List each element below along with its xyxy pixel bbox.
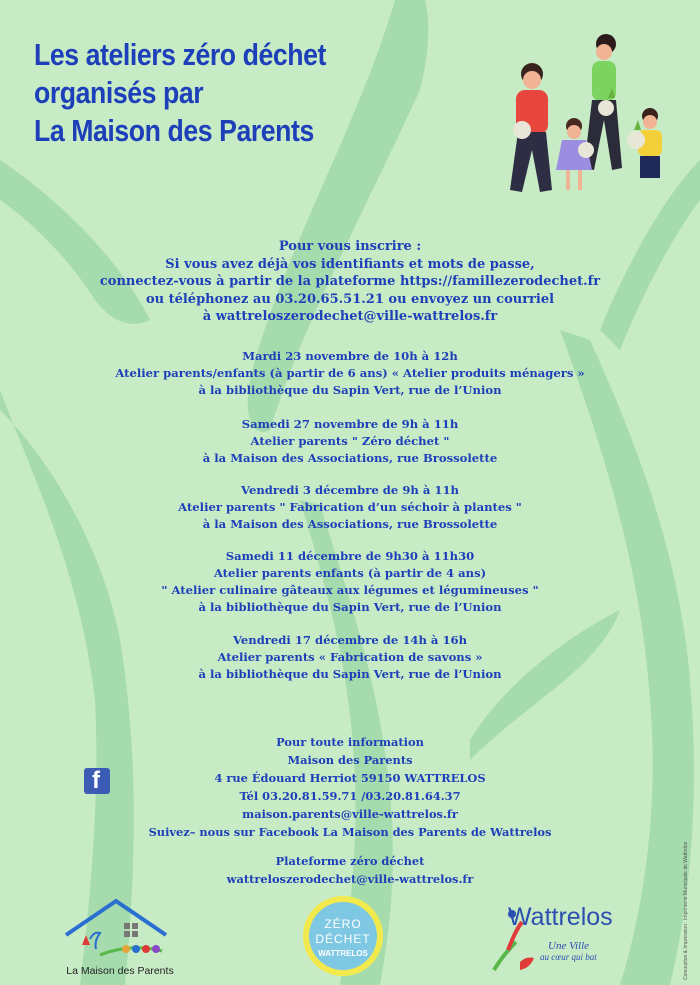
wattrelos-tagline-2: au cœur qui bat <box>540 952 597 962</box>
event-item <box>0 416 700 467</box>
wattrelos-logo <box>486 900 636 980</box>
registration-line: à wattreloszerodechet@ville-wattrelos.fr <box>202 309 498 324</box>
event-title: Atelier parents enfants (à partir de 4 ans) <box>213 566 487 580</box>
contact-org: Maison des Parents <box>287 753 413 767</box>
print-credits <box>683 840 693 980</box>
wattrelos-tagline-1: Une Ville <box>548 940 590 952</box>
event-place: à la Maison des Associations, rue Brossolette <box>202 517 498 531</box>
event-date: Samedi 27 novembre de 9h à 11h <box>241 417 459 431</box>
zero-dechet-logo <box>303 896 383 976</box>
page-title <box>34 36 326 150</box>
family-illustration <box>488 30 680 200</box>
event-date: Vendredi 3 décembre de 9h à 11h <box>241 483 459 497</box>
registration-line: connectez-vous à partir de la plateforme https://famillezerodechet.fr <box>99 274 601 289</box>
event-item <box>0 348 700 399</box>
event-place: à la Maison des Associations, rue Brossolette <box>202 451 498 465</box>
wattrelos-name: Wattrelos <box>508 903 613 931</box>
facebook-glyph: f <box>92 767 100 794</box>
contact-address: 4 rue Édouard Herriot 59150 WATTRELOS <box>214 771 486 785</box>
platform-email[interactable]: wattreloszerodechet@ville-wattrelos.fr <box>226 872 474 886</box>
zero-dechet-line3: WATTRELOS <box>318 949 368 958</box>
event-date: Mardi 23 novembre de 10h à 12h <box>242 349 458 363</box>
event-title: Atelier parents " Fabrication d’un séchoir à plantes " <box>178 500 522 514</box>
contact-heading: Pour toute information <box>276 735 424 749</box>
facebook-follow: Suivez– nous sur Facebook La Maison des Parents de Wattrelos <box>148 825 552 839</box>
title-line: Les ateliers zéro déchet <box>34 37 326 72</box>
registration-line: Si vous avez déjà vos identifiants et mots de passe, <box>165 256 535 272</box>
registration-info <box>0 238 700 326</box>
house-icon <box>60 895 180 965</box>
title-line: La Maison des Parents <box>34 113 314 148</box>
maison-des-parents-label: La Maison des Parents <box>66 965 174 977</box>
maison-des-parents-logo <box>60 895 180 985</box>
event-place: à la bibliothèque du Sapin Vert, rue de l’Union <box>198 383 502 397</box>
event-place: à la bibliothèque du Sapin Vert, rue de l’Union <box>198 667 502 681</box>
print-credits-text: Conception & Impression : Imprimerie Municipale de Wattrelos <box>683 841 689 980</box>
zero-dechet-line1: ZÉRO <box>324 917 362 931</box>
event-item <box>0 548 700 616</box>
registration-line: ou téléphonez au 03.20.65.51.21 ou envoyez un courriel <box>145 291 555 307</box>
event-item <box>0 482 700 533</box>
event-date: Vendredi 17 décembre de 14h à 16h <box>232 633 468 647</box>
contact-phone: Tél 03.20.81.59.71 /03.20.81.64.37 <box>239 789 461 803</box>
title-line: organisés par <box>34 75 204 110</box>
zero-dechet-line2: DÉCHET <box>315 932 371 946</box>
event-place: à la bibliothèque du Sapin Vert, rue de l’Union <box>198 600 502 614</box>
event-title-detail: " Atelier culinaire gâteaux aux légumes et légumineuses " <box>161 583 539 597</box>
registration-line: Pour vous inscrire : <box>278 239 422 254</box>
contact-info <box>0 733 700 841</box>
event-date: Samedi 11 décembre de 9h30 à 11h30 <box>225 549 475 563</box>
contact-email[interactable]: maison.parents@ville-wattrelos.fr <box>242 807 458 821</box>
event-title: Atelier parents « Fabrication de savons » <box>217 650 483 664</box>
event-title: Atelier parents " Zéro déchet " <box>250 434 450 448</box>
event-title: Atelier parents/enfants (à partir de 6 ans) « Atelier produits ménagers » <box>115 366 585 380</box>
event-item <box>0 632 700 683</box>
platform-info <box>0 852 700 888</box>
platform-label: Plateforme zéro déchet <box>275 854 425 868</box>
